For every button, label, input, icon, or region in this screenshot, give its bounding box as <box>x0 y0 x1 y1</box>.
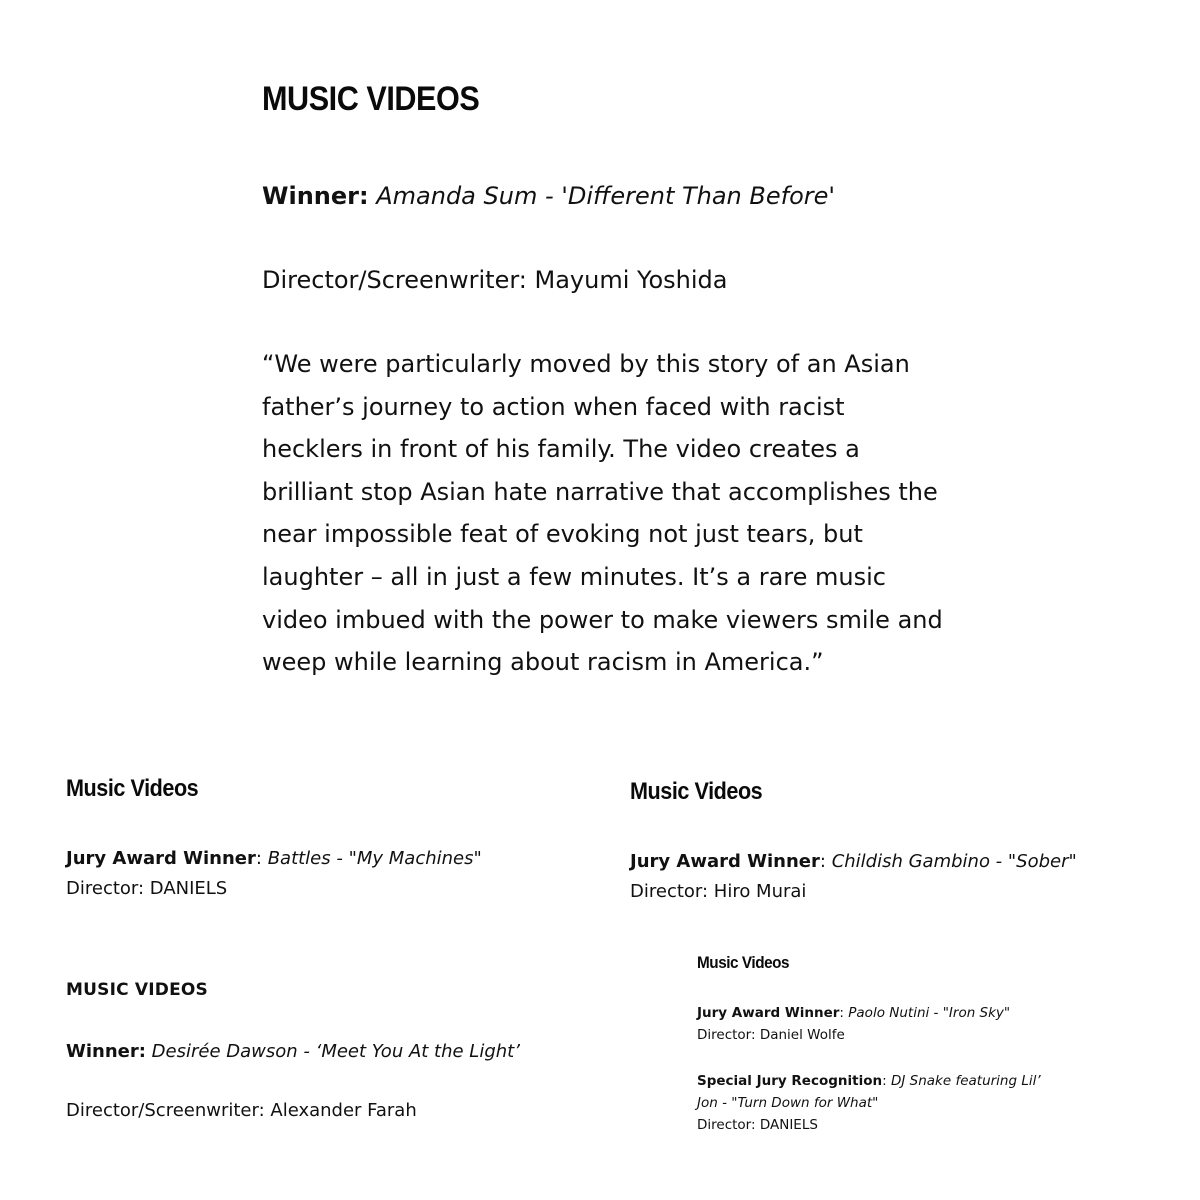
left-top-award-work: Battles - "My Machines" <box>267 848 482 869</box>
left-top-award-block <box>66 844 586 904</box>
right-bottom-special-work-line-2 <box>697 1092 1117 1114</box>
main-jury-quote: “We were particularly moved by this story of an Asian father’s journey to action when faced with racist hecklers in front of his family. The video creates a brilliant stop Asian hate narrative that accomplishes the near impossible feat of evoking not just tears, but laughter – all in just a few minutes. It’s a rare music video imbued with the power to make viewers smile and weep while learning about racism in America.” <box>262 350 943 677</box>
right-top-award-block <box>630 847 1170 907</box>
left-top-section-title: Music Videos <box>66 775 199 802</box>
right-bottom-special-separator: : <box>882 1073 887 1089</box>
right-bottom-special-work-2: Jon - "Turn Down for What" <box>697 1095 879 1111</box>
left-bottom-winner-label: Winner: <box>66 1041 146 1062</box>
right-bottom-award-work: Paolo Nutini - "Iron Sky" <box>848 1005 1011 1021</box>
main-winner-work: Amanda Sum - 'Different Than Before' <box>376 182 835 210</box>
right-top-award-work: Childish Gambino - "Sober" <box>831 851 1077 872</box>
right-top-director-line: Director: Hiro Murai <box>630 881 807 902</box>
left-top-separator: : <box>255 848 262 869</box>
main-section-title: MUSIC VIDEOS <box>262 80 480 118</box>
right-top-award-line <box>630 847 1170 877</box>
right-top-separator: : <box>819 851 826 872</box>
right-bottom-special-director-line: Director: DANIELS <box>697 1117 818 1133</box>
right-bottom-award-label: Jury Award Winner <box>697 1005 840 1021</box>
right-bottom-section-title: Music Videos <box>697 953 790 972</box>
right-bottom-special-block <box>697 1070 1117 1136</box>
right-bottom-separator: : <box>839 1005 844 1021</box>
left-bottom-winner-work: Desirée Dawson - ‘Meet You At the Light’ <box>151 1041 520 1062</box>
main-director-line: Director/Screenwriter: Mayumi Yoshida <box>262 266 728 294</box>
right-top-section-title: Music Videos <box>630 778 763 805</box>
main-winner-label: Winner: <box>262 182 369 210</box>
left-top-award-label: Jury Award Winner <box>66 848 256 869</box>
right-bottom-award-block <box>697 1002 1117 1046</box>
left-top-award-line <box>66 844 586 874</box>
left-bottom-director-line: Director/Screenwriter: Alexander Farah <box>66 1100 417 1121</box>
main-winner-line <box>262 175 962 218</box>
right-bottom-award-line <box>697 1002 1117 1024</box>
right-bottom-special-line <box>697 1070 1117 1092</box>
right-bottom-special-work-1: DJ Snake featuring Lil’ <box>890 1073 1041 1089</box>
right-bottom-director-line: Director: Daniel Wolfe <box>697 1027 845 1043</box>
left-bottom-section-title: MUSIC VIDEOS <box>66 980 208 1000</box>
left-top-director-line: Director: DANIELS <box>66 878 228 899</box>
right-bottom-special-label: Special Jury Recognition <box>697 1073 883 1089</box>
right-top-award-label: Jury Award Winner <box>630 851 820 872</box>
left-bottom-winner-line <box>66 1037 626 1067</box>
